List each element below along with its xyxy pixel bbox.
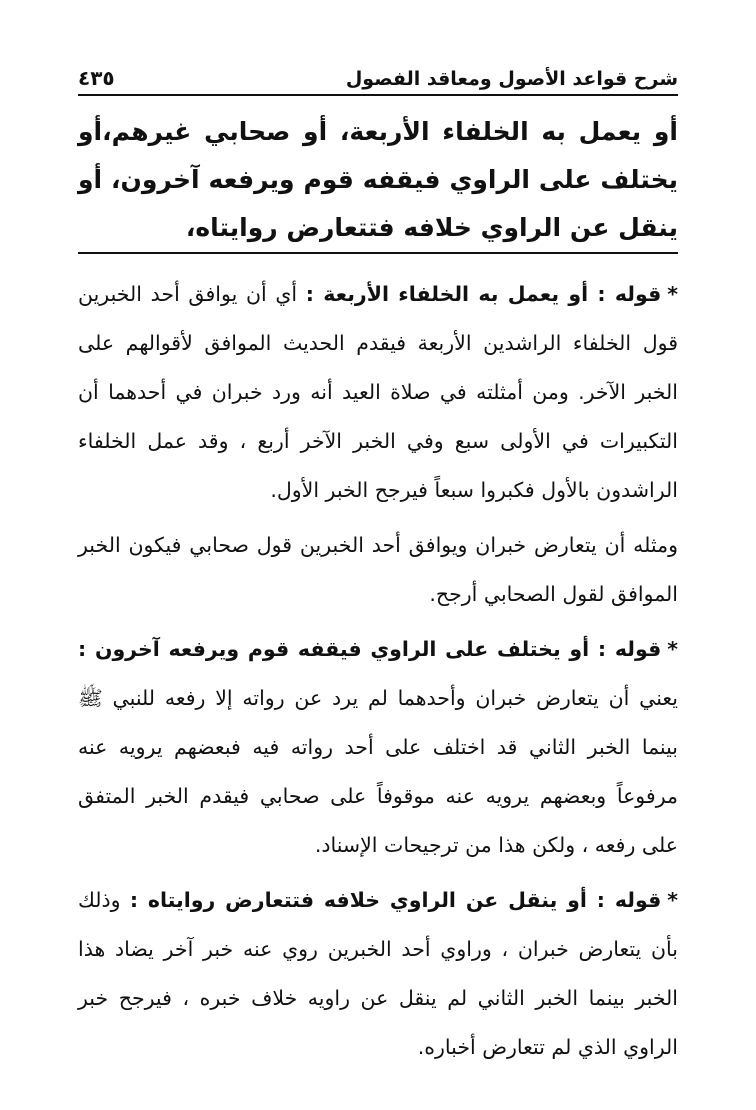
commentary-text: ومثله أن يتعارض خبران ويوافق أحد الخبرين قول صحابي فيكون الخبر الموافق لقول الصحابي أرجح. bbox=[78, 533, 678, 606]
page-number: ٤٣٥ bbox=[78, 66, 115, 90]
asterisk-marker: * bbox=[667, 282, 678, 306]
asterisk-marker: * bbox=[667, 637, 678, 661]
book-title: شرح قواعد الأصول ومعاقد الفصول bbox=[345, 68, 678, 90]
commentary-text: أي أن يوافق أحد الخبرين قول الخلفاء الراشدين الأربعة فيقدم الحديث الموافق لأقوالهم على الخبر الآخر. ومن أمثلته في صلاة العيد أنه ورد خبران في أحدهما أن التكبيرات في الأولى سبع وفي الخبر الآخر أربع ، وقد عمل الخلفاء الراشدون بالأول فكبروا سبعاً فيرجح الخبر الأول. bbox=[78, 282, 678, 502]
commentary-paragraph bbox=[78, 521, 678, 619]
commentary-lead: قوله : أو يختلف على الراوي فيقفه قوم ويرفعه آخرون : bbox=[78, 637, 662, 661]
commentary-section bbox=[78, 270, 678, 1072]
commentary-text: يعني أن يتعارض خبران وأحدهما لم يرد عن رواته إلا رفعه للنبي ﷺ بينما الخبر الثاني قد اختلف على أحد رواته فيه فبعضهم يرويه عنه مرفوعاً وبعضهم يرويه عنه موقوفاً على صحابي فيقدم الخبر المتفق على رفعه ، ولكن هذا من ترجيحات الإسناد. bbox=[78, 686, 678, 857]
commentary-paragraph bbox=[78, 270, 678, 515]
commentary-lead: قوله : أو ينقل عن الراوي خلافه فتتعارض روايتاه : bbox=[129, 888, 662, 912]
running-header bbox=[78, 60, 678, 96]
commentary-text: وذلك بأن يتعارض خبران ، وراوي أحد الخبرين روي عنه خبر آخر يضاد هذا الخبر بينما الخبر الثاني لم ينقل عن راويه خلاف خبره ، فيرجح خبر الراوي الذي لم تتعارض أخباره. bbox=[78, 888, 678, 1059]
separator-line bbox=[78, 252, 678, 254]
commentary-paragraph bbox=[78, 625, 678, 870]
asterisk-marker: * bbox=[667, 888, 678, 912]
matn-text: أو يعمل به الخلفاء الأربعة، أو صحابي غيرهم،أو يختلف على الراوي فيقفه قوم ويرفعه آخرون، أو ينقل عن الراوي خلافه فتتعارض روايتاه، bbox=[78, 117, 678, 242]
commentary-paragraph bbox=[78, 876, 678, 1072]
commentary-lead: قوله : أو يعمل به الخلفاء الأربعة : bbox=[305, 282, 662, 306]
